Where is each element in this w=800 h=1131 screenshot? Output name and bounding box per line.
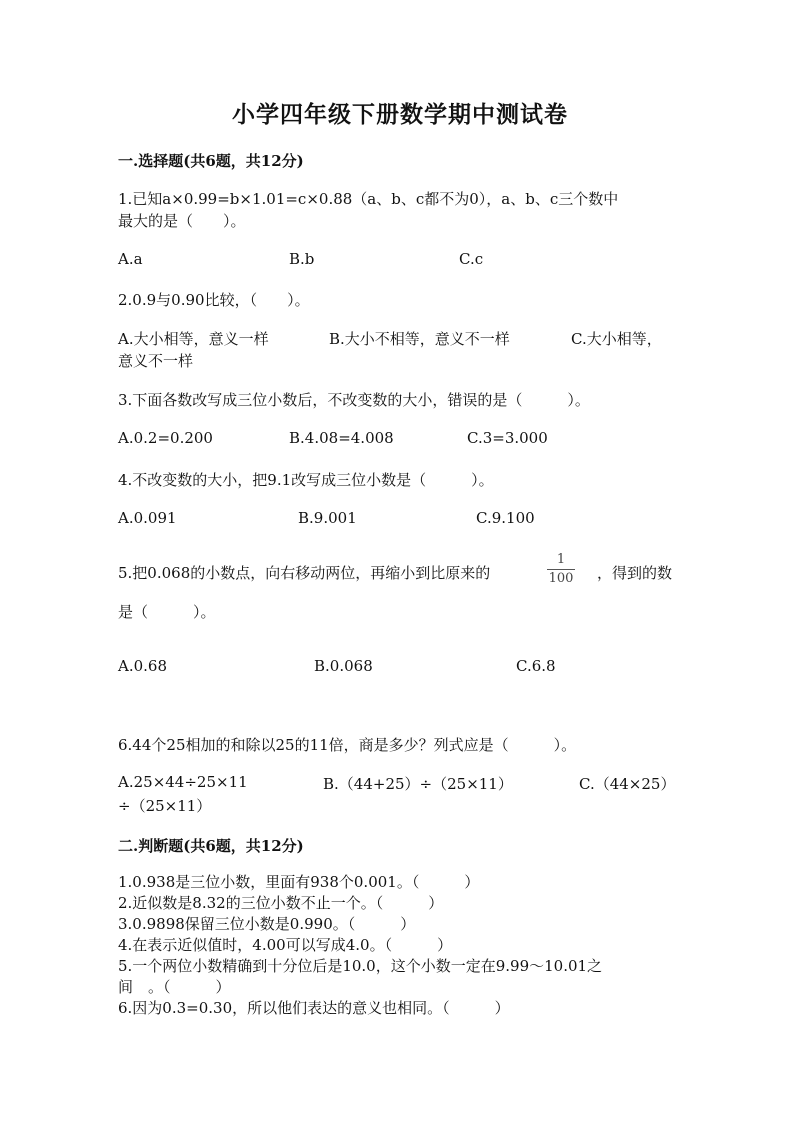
question-1-text: 1.已知a×0.99=b×1.01=c×0.88（a、b、c都不为0），a、b、c三个数中	[118, 190, 619, 208]
section-heading-judge: 二.判断题(共6题，共12分)	[118, 837, 304, 855]
question-4-text: 4.不改变数的大小，把9.1改写成三位小数是（ ）。	[118, 471, 494, 489]
question-3-option-c[interactable]: C.3=3.000	[467, 429, 548, 447]
judge-item: 4.在表示近似值时，4.00可以写成4.0。（ ）	[118, 936, 453, 954]
question-2-option-a[interactable]: A.大小相等，意义一样	[118, 330, 269, 348]
question-5-text-cont: 是（ ）。	[118, 603, 216, 621]
question-3-option-b[interactable]: B.4.08=4.008	[289, 429, 394, 447]
question-2-option-b[interactable]: B.大小不相等，意义不一样	[329, 330, 510, 348]
question-4-option-b[interactable]: B.9.001	[298, 509, 357, 527]
judge-item-cont: 间 。（ ）	[118, 978, 231, 996]
question-5-option-c[interactable]: C.6.8	[516, 657, 556, 675]
question-1-option-a[interactable]: A.a	[118, 250, 143, 268]
question-6-option-b[interactable]: B.（44+25）÷（25×11）	[323, 775, 513, 793]
question-3-option-a[interactable]: A.0.2=0.200	[118, 429, 213, 447]
question-5-text: 5.把0.068的小数点，向右移动两位，再缩小到比原来的	[118, 564, 491, 582]
question-6-text: 6.44个25相加的和除以25的11倍，商是多少？列式应是（ ）。	[118, 736, 577, 754]
judge-item: 6.因为0.3=0.30，所以他们表达的意义也相同。（ ）	[118, 999, 510, 1017]
question-3-text: 3.下面各数改写成三位小数后，不改变数的大小，错误的是（ ）。	[118, 391, 590, 409]
judge-item: 1.0.938是三位小数，里面有938个0.001。（ ）	[118, 873, 480, 891]
question-2-option-c[interactable]: C.大小相等，	[571, 330, 662, 348]
question-2-option-c-cont: 意义不一样	[118, 352, 194, 370]
judge-item: 3.0.9898保留三位小数是0.990。（ ）	[118, 915, 416, 933]
question-4-option-a[interactable]: A.0.091	[118, 509, 177, 527]
question-6-option-a[interactable]: A.25×44÷25×11	[118, 773, 248, 791]
question-6-option-c[interactable]: C.（44×25）	[579, 775, 676, 793]
judge-item: 2.近似数是8.32的三位小数不止一个。（ ）	[118, 894, 444, 912]
question-4-option-c[interactable]: C.9.100	[476, 509, 535, 527]
fraction-one-hundredth	[545, 552, 577, 587]
fraction-bar	[547, 569, 575, 570]
question-1-option-c[interactable]: C.c	[459, 250, 484, 268]
section-heading-choice: 一.选择题(共6题，共12分)	[118, 152, 304, 170]
question-5-option-b[interactable]: B.0.068	[314, 657, 373, 675]
question-2-text: 2.0.9与0.90比较，（ ）。	[118, 291, 310, 309]
question-1-option-b[interactable]: B.b	[289, 250, 315, 268]
question-5-option-a[interactable]: A.0.68	[118, 657, 167, 675]
page-title: 小学四年级下册数学期中测试卷	[232, 101, 568, 128]
question-1-text-cont: 最大的是（ ）。	[118, 212, 246, 230]
question-5-text-end: ，得到的数	[597, 564, 673, 582]
question-6-option-c-cont: ÷（25×11）	[118, 797, 212, 815]
fraction-numerator: 1	[556, 552, 566, 567]
fraction-denominator: 100	[548, 571, 574, 586]
judge-item: 5.一个两位小数精确到十分位后是10.0，这个小数一定在9.99～10.01之	[118, 957, 603, 975]
